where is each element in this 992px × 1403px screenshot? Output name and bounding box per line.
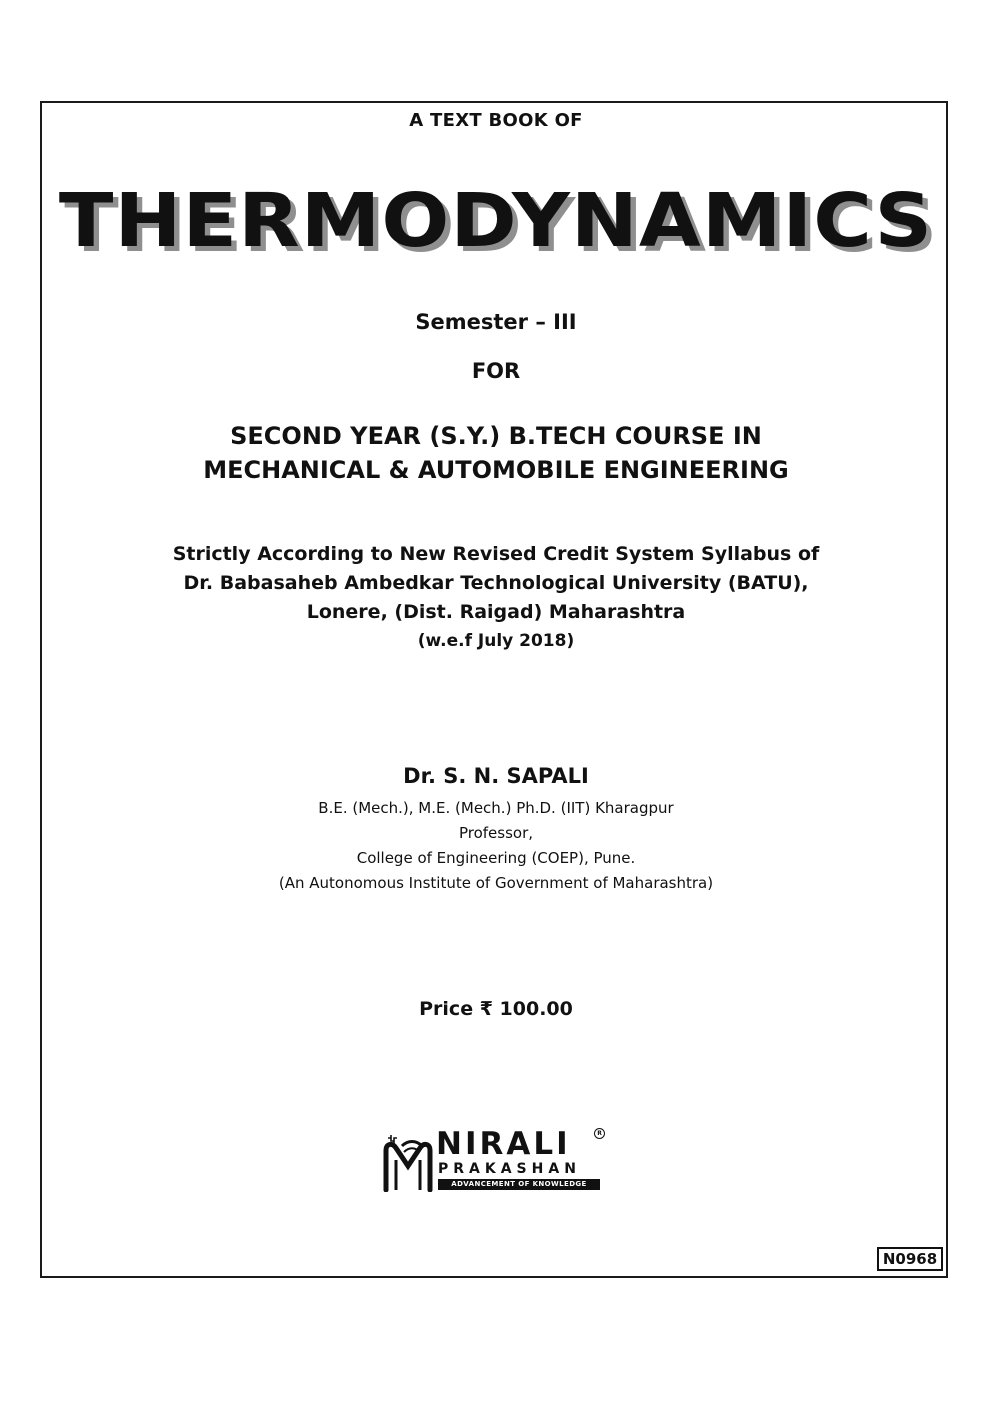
book-title: THERMODYNAMICS xyxy=(58,178,934,264)
author-position: Professor, xyxy=(458,824,534,842)
publisher-subname: PRAKASHAN xyxy=(438,1161,581,1177)
registered-mark: R xyxy=(594,1128,605,1139)
syllabus-line-3: Lonere, (Dist. Raigad) Maharashtra xyxy=(306,601,686,623)
publisher-logo xyxy=(382,1128,612,1194)
price-label: Price ₹ 100.00 xyxy=(419,998,573,1020)
author-name: Dr. S. N. SAPALI xyxy=(403,764,589,788)
publisher-emblem-icon xyxy=(382,1132,434,1192)
publisher-tagline: ADVANCEMENT OF KNOWLEDGE xyxy=(438,1179,600,1190)
syllabus-line-2: Dr. Babasaheb Ambedkar Technological University (BATU), xyxy=(183,572,809,594)
page-border xyxy=(40,101,948,1278)
for-label: FOR xyxy=(471,359,521,383)
course-line-2: MECHANICAL & AUTOMOBILE ENGINEERING xyxy=(203,456,789,484)
course-line-1: SECOND YEAR (S.Y.) B.TECH COURSE IN xyxy=(230,422,762,450)
author-institution: College of Engineering (COEP), Pune. xyxy=(356,849,636,867)
author-institution-note: (An Autonomous Institute of Government of Maharashtra) xyxy=(278,874,714,892)
syllabus-effective-date: (w.e.f July 2018) xyxy=(417,631,575,651)
book-kicker: A TEXT BOOK OF xyxy=(409,110,583,131)
book-code: N0968 xyxy=(877,1247,943,1271)
semester-label: Semester – III xyxy=(415,310,577,334)
publisher-name: NIRALI xyxy=(436,1126,571,1162)
author-qualifications: B.E. (Mech.), M.E. (Mech.) Ph.D. (IIT) Kharagpur xyxy=(318,799,674,817)
syllabus-line-1: Strictly According to New Revised Credit System Syllabus of xyxy=(172,543,820,565)
